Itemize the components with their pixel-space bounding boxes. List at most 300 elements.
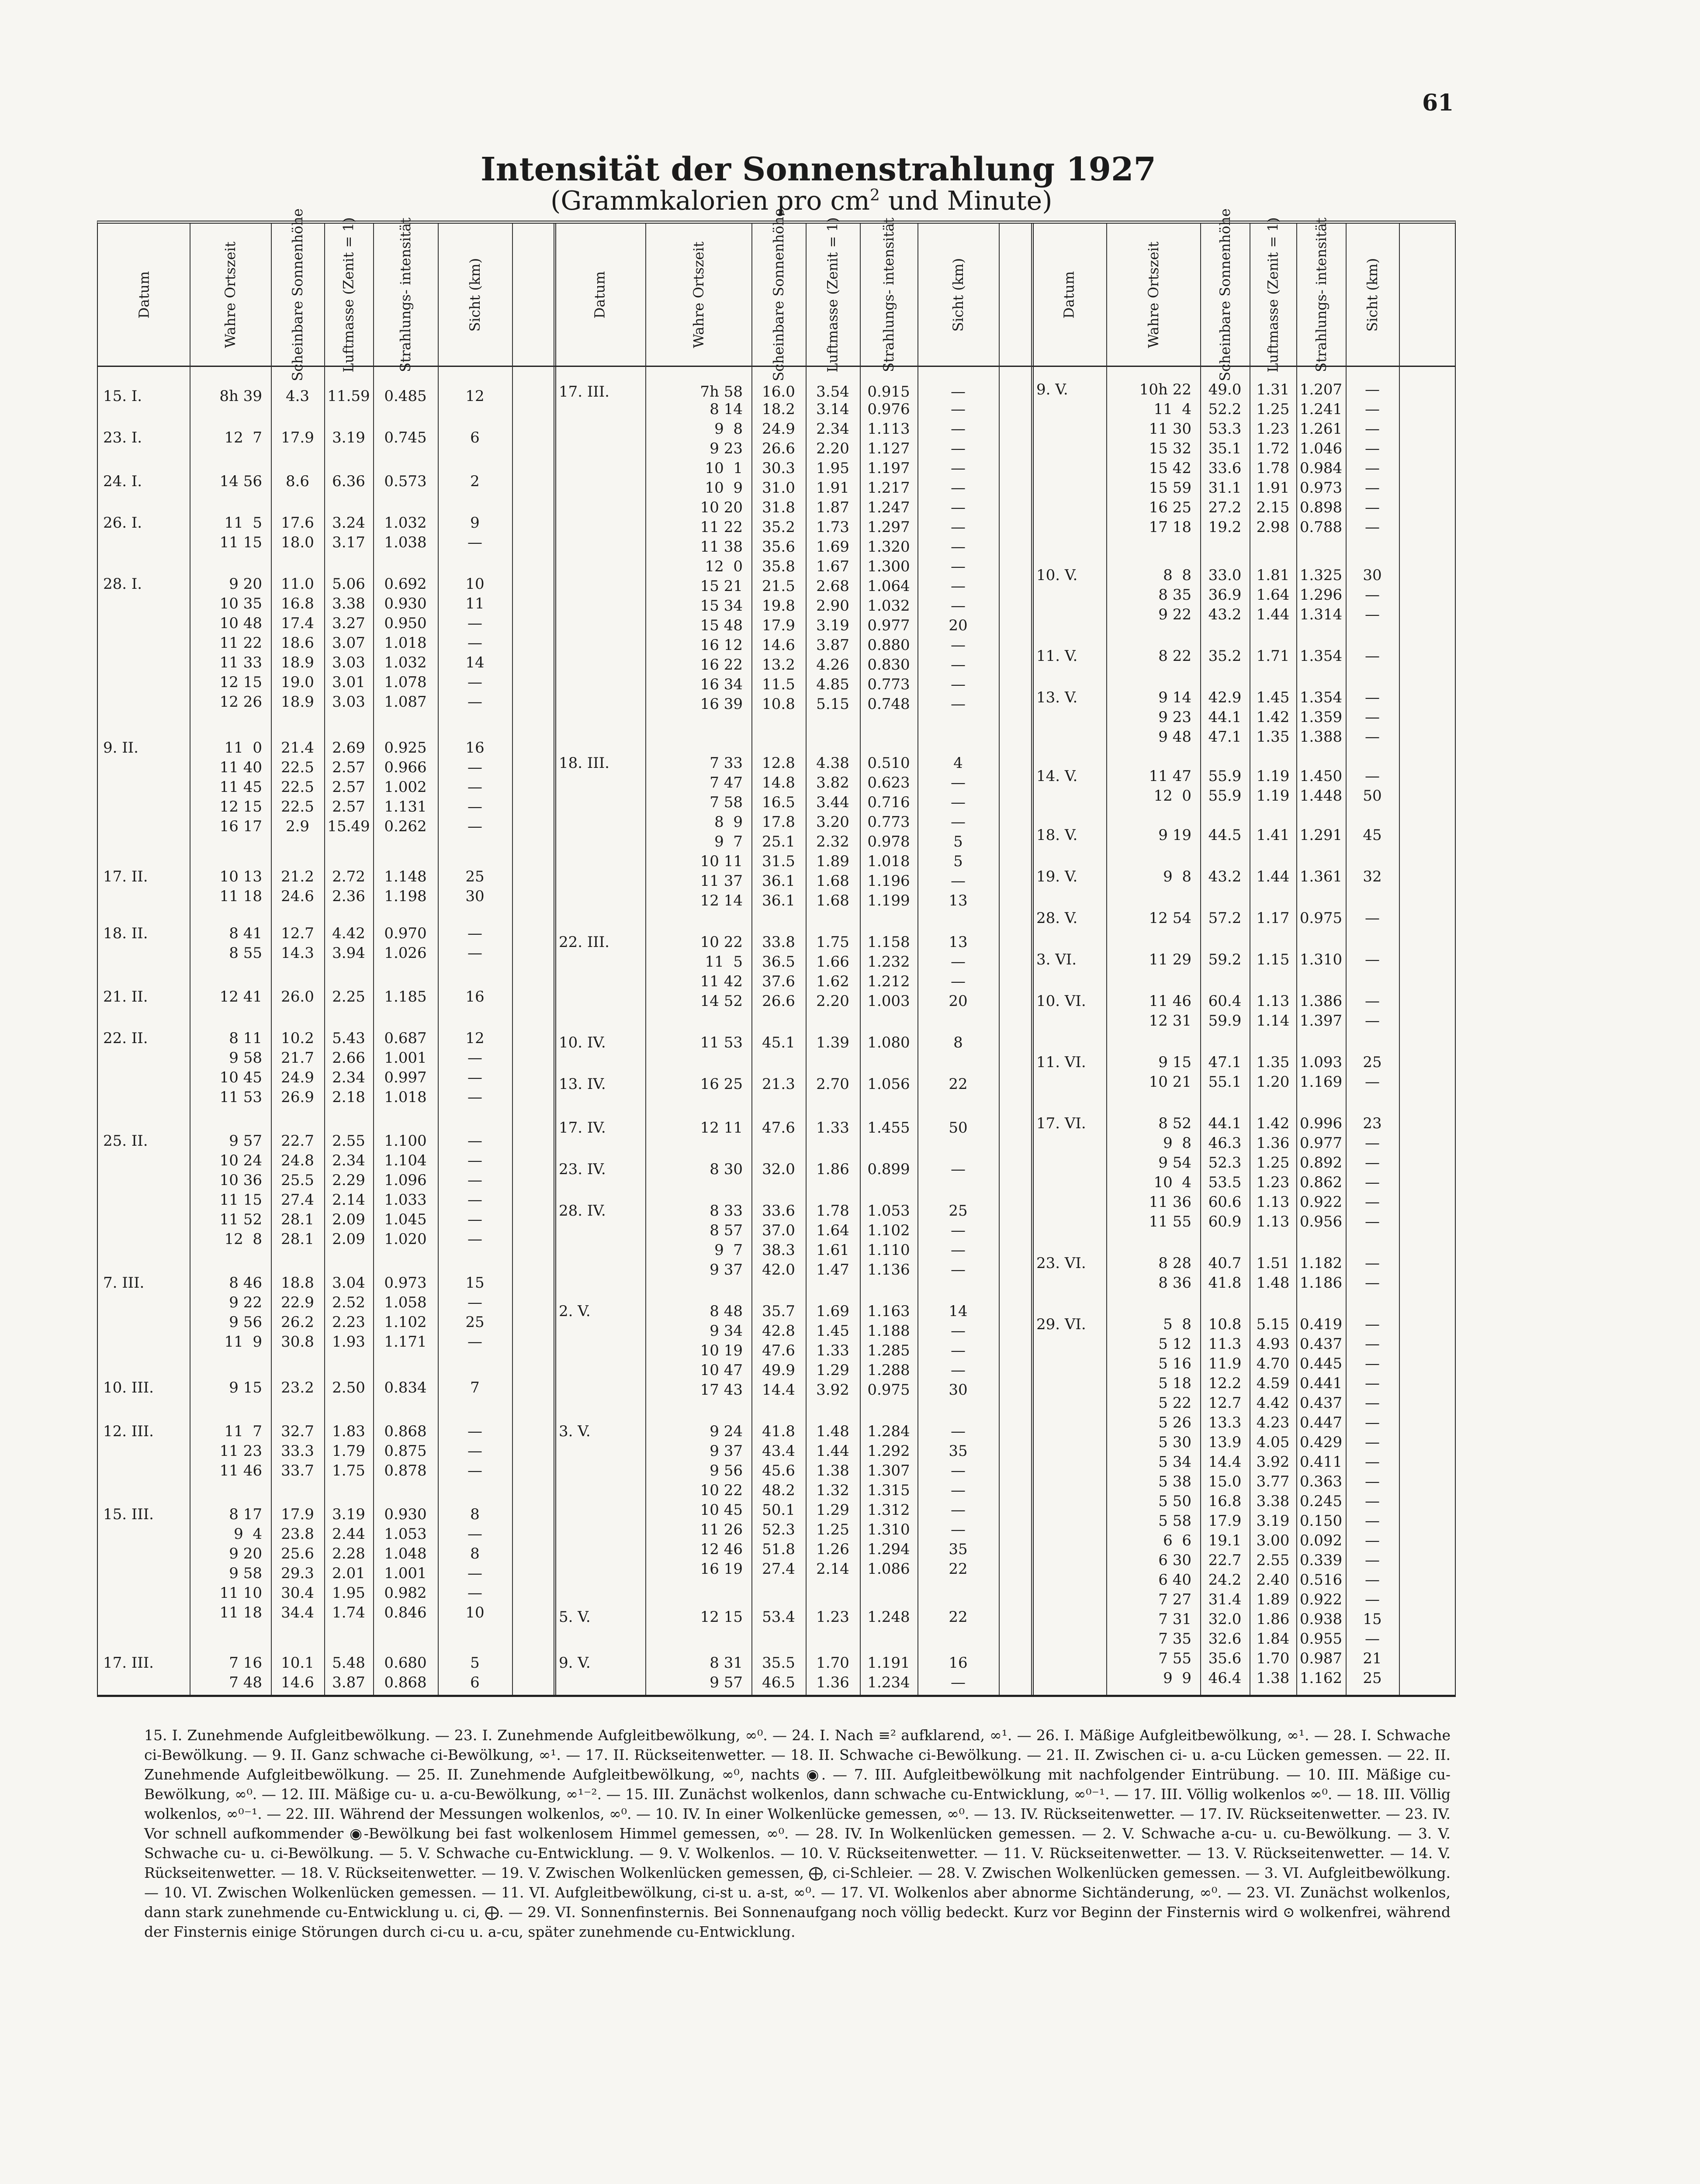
cell-sicht: — xyxy=(951,1674,966,1691)
cell-luftmasse: 4.23 xyxy=(1256,1414,1290,1431)
cell-intensitaet: 0.623 xyxy=(867,774,910,791)
cell-intensitaet: 1.026 xyxy=(384,944,427,962)
cell-luftmasse: 1.29 xyxy=(816,1362,849,1379)
cell-sicht: — xyxy=(951,872,966,890)
cell-sonnenhoehe: 11.9 xyxy=(1208,1355,1242,1372)
cell-intensitaet: 1.307 xyxy=(867,1462,910,1479)
cell-sicht: — xyxy=(951,656,966,674)
cell-sonnenhoehe: 43.4 xyxy=(762,1442,795,1460)
cell-intensitaet: 0.868 xyxy=(384,1674,427,1691)
cell-ortszeit: 10 22 xyxy=(700,1482,743,1499)
cell-luftmasse: 1.42 xyxy=(1256,708,1290,726)
cell-sicht: — xyxy=(951,774,966,791)
cell-sicht: — xyxy=(1365,1193,1380,1211)
cell-intensitaet: 0.363 xyxy=(1299,1473,1343,1490)
cell-sonnenhoehe: 26.6 xyxy=(762,440,795,457)
header-wahre-ortszeit-label: Wahre Ortszeit xyxy=(1145,241,1162,348)
cell-ortszeit: 8 8 xyxy=(1163,567,1191,584)
cell-sonnenhoehe: 30.4 xyxy=(281,1584,314,1602)
cell-luftmasse: 2.55 xyxy=(332,1132,365,1150)
cell-intensitaet: 1.182 xyxy=(1299,1254,1343,1272)
cell-sicht: — xyxy=(467,1152,482,1169)
cell-luftmasse: 4.38 xyxy=(816,754,849,772)
cell-luftmasse: 1.70 xyxy=(816,1654,849,1672)
cell-intensitaet: 0.573 xyxy=(384,473,427,490)
cell-sicht: — xyxy=(951,1521,966,1538)
cell-sonnenhoehe: 18.2 xyxy=(762,401,795,418)
cell-ortszeit: 9 8 xyxy=(714,420,743,438)
cell-sicht: 16 xyxy=(465,739,485,757)
cell-luftmasse: 1.14 xyxy=(1256,1012,1290,1030)
cell-ortszeit: 8 35 xyxy=(1158,586,1191,604)
cell-luftmasse: 3.19 xyxy=(816,617,849,634)
cell-datum: 10. VI. xyxy=(1036,992,1086,1010)
page-title: Intensität der Sonnenstrahlung 1927 xyxy=(481,151,1156,188)
cell-datum: 5. V. xyxy=(559,1608,591,1626)
cell-ortszeit: 8 33 xyxy=(710,1202,743,1220)
cell-ortszeit: 11 33 xyxy=(219,654,262,671)
cell-intensitaet: 1.397 xyxy=(1299,1012,1343,1030)
cell-sonnenhoehe: 35.5 xyxy=(762,1654,795,1672)
cell-ortszeit: 15 59 xyxy=(1149,479,1191,497)
cell-luftmasse: 1.13 xyxy=(1256,1193,1290,1211)
cell-sicht: 12 xyxy=(465,387,485,405)
cell-intensitaet: 1.038 xyxy=(384,534,427,551)
cell-ortszeit: 14 56 xyxy=(219,473,262,490)
cell-ortszeit: 9 58 xyxy=(229,1049,262,1067)
cell-sicht: — xyxy=(951,401,966,418)
cell-ortszeit: 7 35 xyxy=(1158,1630,1191,1648)
cell-ortszeit: 11 5 xyxy=(705,953,743,971)
cell-ortszeit: 8 46 xyxy=(229,1274,262,1292)
cell-luftmasse: 2.72 xyxy=(332,868,365,885)
cell-sonnenhoehe: 49.0 xyxy=(1208,381,1242,398)
cell-sicht: 35 xyxy=(949,1541,968,1558)
cell-datum: 22. III. xyxy=(559,933,609,951)
cell-sicht: 5 xyxy=(953,853,963,870)
cell-ortszeit: 7 27 xyxy=(1158,1591,1191,1608)
cell-sonnenhoehe: 41.8 xyxy=(762,1423,795,1440)
cell-ortszeit: 11 55 xyxy=(1149,1213,1191,1230)
cell-luftmasse: 1.20 xyxy=(1256,1073,1290,1091)
cell-sicht: — xyxy=(951,1222,966,1239)
cell-intensitaet: 1.188 xyxy=(867,1322,910,1340)
cell-sonnenhoehe: 47.1 xyxy=(1208,1054,1242,1071)
cell-intensitaet: 0.862 xyxy=(1299,1174,1343,1191)
cell-sonnenhoehe: 22.5 xyxy=(281,798,314,816)
cell-ortszeit: 15 32 xyxy=(1149,440,1191,457)
cell-luftmasse: 5.48 xyxy=(332,1654,365,1672)
cell-sicht: — xyxy=(467,1565,482,1582)
cell-sonnenhoehe: 60.4 xyxy=(1208,992,1242,1010)
cell-sonnenhoehe: 10.1 xyxy=(281,1654,314,1672)
cell-sicht: — xyxy=(1365,689,1380,706)
cell-intensitaet: 1.033 xyxy=(384,1191,427,1209)
header-sonnenhoehe-label: Scheinbare Sonnenhöhe xyxy=(770,208,787,381)
cell-intensitaet: 0.510 xyxy=(867,754,910,772)
cell-ortszeit: 11 23 xyxy=(219,1442,262,1460)
cell-datum: 9. V. xyxy=(559,1654,591,1672)
cell-ortszeit: 15 48 xyxy=(700,617,743,634)
cell-sonnenhoehe: 33.3 xyxy=(281,1442,314,1460)
cell-intensitaet: 1.171 xyxy=(384,1333,427,1351)
cell-ortszeit: 7 58 xyxy=(710,794,743,811)
cell-sicht: — xyxy=(951,460,966,477)
cell-sicht: 15 xyxy=(465,1274,485,1292)
cell-luftmasse: 5.43 xyxy=(332,1030,365,1047)
cell-sicht: — xyxy=(467,1442,482,1460)
cell-intensitaet: 0.925 xyxy=(384,739,427,757)
cell-luftmasse: 1.91 xyxy=(816,479,849,497)
cell-ortszeit: 16 12 xyxy=(700,636,743,654)
cell-sonnenhoehe: 21.7 xyxy=(281,1049,314,1067)
cell-ortszeit: 11 36 xyxy=(1149,1193,1191,1211)
cell-sicht: 13 xyxy=(949,892,968,909)
header-strahlungsintensitaet xyxy=(1296,217,1346,372)
cell-sicht: 15 xyxy=(1363,1610,1382,1628)
cell-intensitaet: 1.186 xyxy=(1299,1274,1343,1292)
cell-intensitaet: 0.429 xyxy=(1299,1434,1343,1451)
cell-sicht: 12 xyxy=(465,1030,485,1047)
cell-sicht: — xyxy=(1365,1552,1380,1569)
cell-sonnenhoehe: 44.1 xyxy=(1208,1115,1242,1132)
header-datum-label: Datum xyxy=(1060,271,1077,318)
cell-luftmasse: 1.36 xyxy=(1256,1134,1290,1152)
cell-ortszeit: 11 53 xyxy=(700,1034,743,1051)
cell-intensitaet: 1.234 xyxy=(867,1674,910,1691)
header-strahlungsintensitaet-label: Strahlungs- intensität xyxy=(1312,217,1330,372)
cell-intensitaet: 1.053 xyxy=(384,1525,427,1543)
cell-sicht: — xyxy=(1365,1213,1380,1230)
cell-datum: 17. III. xyxy=(103,1654,154,1672)
cell-sonnenhoehe: 28.1 xyxy=(281,1211,314,1228)
cell-sonnenhoehe: 32.6 xyxy=(1208,1630,1242,1648)
subtitle-superscript: 2 xyxy=(869,187,880,204)
cell-luftmasse: 1.68 xyxy=(816,892,849,909)
cell-intensitaet: 1.314 xyxy=(1299,606,1343,623)
cell-ortszeit: 15 21 xyxy=(700,577,743,595)
cell-ortszeit: 11 5 xyxy=(224,514,262,532)
cell-sicht: — xyxy=(951,953,966,971)
cell-luftmasse: 2.09 xyxy=(332,1211,365,1228)
cell-ortszeit: 15 34 xyxy=(700,597,743,615)
cell-luftmasse: 4.05 xyxy=(1256,1434,1290,1451)
cell-luftmasse: 11.59 xyxy=(327,387,370,405)
cell-sonnenhoehe: 26.6 xyxy=(762,992,795,1010)
cell-sonnenhoehe: 44.1 xyxy=(1208,708,1242,726)
cell-ortszeit: 16 19 xyxy=(700,1560,743,1578)
cell-sonnenhoehe: 23.2 xyxy=(281,1379,314,1396)
cell-sicht: — xyxy=(467,1584,482,1602)
cell-luftmasse: 1.48 xyxy=(1256,1274,1290,1292)
header-sonnenhoehe-label: Scheinbare Sonnenhöhe xyxy=(1216,208,1233,381)
cell-sicht: — xyxy=(1365,1375,1380,1392)
cell-sicht: 13 xyxy=(949,933,968,951)
cell-datum: 7. III. xyxy=(103,1274,145,1292)
cell-luftmasse: 3.38 xyxy=(332,595,365,612)
cell-ortszeit: 11 7 xyxy=(224,1423,262,1440)
cell-luftmasse: 2.32 xyxy=(816,833,849,850)
cell-intensitaet: 0.411 xyxy=(1299,1453,1343,1471)
cell-datum: 9. II. xyxy=(103,739,138,757)
cell-sicht: — xyxy=(951,538,966,556)
cell-sonnenhoehe: 12.8 xyxy=(762,754,795,772)
cell-luftmasse: 3.03 xyxy=(332,654,365,671)
cell-luftmasse: 1.13 xyxy=(1256,1213,1290,1230)
cell-ortszeit: 9 15 xyxy=(1158,1054,1191,1071)
cell-sonnenhoehe: 46.5 xyxy=(762,1674,795,1691)
column-divider xyxy=(512,224,513,1695)
cell-sonnenhoehe: 35.1 xyxy=(1208,440,1242,457)
cell-datum: 18. V. xyxy=(1036,826,1078,844)
table-header xyxy=(98,208,1455,381)
cell-sonnenhoehe: 22.7 xyxy=(1208,1552,1242,1569)
cell-luftmasse: 3.92 xyxy=(1256,1453,1290,1471)
cell-intensitaet: 0.977 xyxy=(867,617,910,634)
cell-sicht: — xyxy=(1365,1355,1380,1372)
cell-ortszeit: 11 37 xyxy=(700,872,743,890)
cell-ortszeit: 9 20 xyxy=(229,1545,262,1562)
cell-sicht: — xyxy=(1365,1316,1380,1333)
header-datum-label: Datum xyxy=(591,271,608,318)
cell-sonnenhoehe: 25.1 xyxy=(762,833,795,850)
cell-datum: 10. V. xyxy=(1036,567,1078,584)
cell-sonnenhoehe: 35.8 xyxy=(762,558,795,575)
cell-sicht: — xyxy=(467,1089,482,1106)
cell-sicht: — xyxy=(1365,1532,1380,1549)
cell-sonnenhoehe: 30.3 xyxy=(762,460,795,477)
cell-intensitaet: 0.984 xyxy=(1299,460,1343,477)
cell-sonnenhoehe: 25.5 xyxy=(281,1171,314,1189)
cell-luftmasse: 3.44 xyxy=(816,794,849,811)
cell-intensitaet: 0.922 xyxy=(1299,1193,1343,1211)
cell-sonnenhoehe: 60.6 xyxy=(1208,1193,1242,1211)
cell-ortszeit: 8 17 xyxy=(229,1506,262,1523)
cell-intensitaet: 0.930 xyxy=(384,1506,427,1523)
header-wahre-ortszeit xyxy=(190,224,271,366)
cell-sonnenhoehe: 22.7 xyxy=(281,1132,314,1150)
cell-luftmasse: 1.35 xyxy=(1256,1054,1290,1071)
cell-ortszeit: 8 14 xyxy=(710,401,743,418)
cell-sonnenhoehe: 19.8 xyxy=(762,597,795,615)
cell-intensitaet: 0.773 xyxy=(867,813,910,831)
cell-intensitaet: 1.291 xyxy=(1299,826,1343,844)
cell-luftmasse: 1.75 xyxy=(816,933,849,951)
cell-ortszeit: 12 11 xyxy=(700,1119,743,1137)
cell-ortszeit: 11 30 xyxy=(1149,420,1191,438)
cell-intensitaet: 0.773 xyxy=(867,676,910,693)
cell-luftmasse: 3.82 xyxy=(816,774,849,791)
cell-ortszeit: 9 23 xyxy=(1158,708,1191,726)
cell-sicht: 22 xyxy=(949,1075,968,1093)
cell-ortszeit: 10 47 xyxy=(700,1362,743,1379)
cell-intensitaet: 1.053 xyxy=(867,1202,910,1220)
cell-luftmasse: 1.38 xyxy=(1256,1669,1290,1687)
cell-luftmasse: 1.87 xyxy=(816,499,849,516)
column-divider xyxy=(1106,224,1107,1695)
cell-ortszeit: 10 35 xyxy=(219,595,262,612)
header-sonnenhoehe xyxy=(1200,208,1250,381)
cell-sicht: 5 xyxy=(470,1654,480,1672)
cell-sonnenhoehe: 48.2 xyxy=(762,1482,795,1499)
cell-ortszeit: 11 29 xyxy=(1149,951,1191,968)
cell-sicht: — xyxy=(1365,1073,1380,1091)
cell-ortszeit: 8 52 xyxy=(1158,1115,1191,1132)
cell-sicht: — xyxy=(1365,1512,1380,1530)
cell-intensitaet: 1.325 xyxy=(1299,567,1343,584)
cell-luftmasse: 1.32 xyxy=(816,1482,849,1499)
cell-sonnenhoehe: 33.6 xyxy=(762,1202,795,1220)
cell-sicht: — xyxy=(467,634,482,652)
cell-ortszeit: 9 22 xyxy=(229,1294,262,1311)
cell-sicht: — xyxy=(951,973,966,990)
cell-sonnenhoehe: 33.7 xyxy=(281,1462,314,1479)
cell-intensitaet: 0.092 xyxy=(1299,1532,1343,1549)
cell-sonnenhoehe: 31.4 xyxy=(1208,1591,1242,1608)
header-sicht-label: Sicht (km) xyxy=(1364,258,1381,332)
cell-luftmasse: 2.90 xyxy=(816,597,849,615)
cell-sonnenhoehe: 31.8 xyxy=(762,499,795,516)
cell-luftmasse: 1.19 xyxy=(1256,787,1290,805)
cell-sonnenhoehe: 22.5 xyxy=(281,759,314,776)
cell-sicht: — xyxy=(1365,1012,1380,1030)
cell-luftmasse: 3.19 xyxy=(332,429,365,446)
cell-ortszeit: 5 26 xyxy=(1158,1414,1191,1431)
cell-luftmasse: 3.14 xyxy=(816,401,849,418)
cell-luftmasse: 4.70 xyxy=(1256,1355,1290,1372)
cell-datum: 15. III. xyxy=(103,1506,154,1523)
cell-ortszeit: 9 57 xyxy=(710,1674,743,1691)
cell-sicht: — xyxy=(951,1482,966,1499)
header-strahlungsintensitaet xyxy=(373,217,438,372)
cell-sicht: — xyxy=(951,1362,966,1379)
cell-sonnenhoehe: 55.9 xyxy=(1208,787,1242,805)
cell-intensitaet: 0.975 xyxy=(867,1381,910,1399)
cell-ortszeit: 8 31 xyxy=(710,1654,743,1672)
cell-intensitaet: 0.880 xyxy=(867,636,910,654)
cell-datum: 14. V. xyxy=(1036,767,1078,785)
cell-ortszeit: 10 24 xyxy=(219,1152,262,1169)
cell-intensitaet: 1.197 xyxy=(867,460,910,477)
cell-sonnenhoehe: 32.7 xyxy=(281,1423,314,1440)
subtitle-text-after: und Minute) xyxy=(879,186,1053,216)
cell-ortszeit: 12 26 xyxy=(219,693,262,711)
cell-ortszeit: 9 24 xyxy=(710,1423,743,1440)
cell-intensitaet: 1.310 xyxy=(867,1521,910,1538)
cell-luftmasse: 3.94 xyxy=(332,944,365,962)
header-luftmasse-label: Luftmasse (Zenit = 1) xyxy=(1264,217,1281,373)
header-sicht xyxy=(438,224,512,366)
cell-luftmasse: 2.25 xyxy=(332,988,365,1006)
cell-ortszeit: 8 22 xyxy=(1158,647,1191,665)
cell-sicht: — xyxy=(1365,951,1380,968)
cell-intensitaet: 1.032 xyxy=(384,654,427,671)
cell-luftmasse: 1.44 xyxy=(1256,868,1290,885)
cell-sonnenhoehe: 42.8 xyxy=(762,1322,795,1340)
cell-sonnenhoehe: 23.8 xyxy=(281,1525,314,1543)
cell-luftmasse: 1.69 xyxy=(816,538,849,556)
cell-intensitaet: 1.113 xyxy=(867,420,910,438)
cell-intensitaet: 1.032 xyxy=(384,514,427,532)
cell-intensitaet: 0.748 xyxy=(867,695,910,713)
radiation-table xyxy=(97,208,1456,1697)
cell-ortszeit: 16 25 xyxy=(1149,499,1191,516)
cell-sonnenhoehe: 57.2 xyxy=(1208,909,1242,927)
cell-sicht: — xyxy=(951,499,966,516)
cell-luftmasse: 1.93 xyxy=(332,1333,365,1351)
cell-datum: 13. V. xyxy=(1036,689,1078,706)
cell-sicht: — xyxy=(1365,1453,1380,1471)
cell-ortszeit: 9 34 xyxy=(710,1322,743,1340)
cell-luftmasse: 3.01 xyxy=(332,674,365,691)
cell-sonnenhoehe: 12.7 xyxy=(281,925,314,942)
cell-sicht: 30 xyxy=(949,1381,968,1399)
cell-intensitaet: 1.045 xyxy=(384,1211,427,1228)
cell-intensitaet: 0.445 xyxy=(1299,1355,1343,1372)
cell-sonnenhoehe: 27.2 xyxy=(1208,499,1242,516)
cell-sonnenhoehe: 22.9 xyxy=(281,1294,314,1311)
cell-sonnenhoehe: 17.9 xyxy=(1208,1512,1242,1530)
cell-ortszeit: 5 16 xyxy=(1158,1355,1191,1372)
cell-sonnenhoehe: 59.9 xyxy=(1208,1012,1242,1030)
cell-ortszeit: 15 42 xyxy=(1149,460,1191,477)
cell-intensitaet: 1.288 xyxy=(867,1362,910,1379)
cell-ortszeit: 5 50 xyxy=(1158,1493,1191,1510)
cell-intensitaet: 0.419 xyxy=(1299,1316,1343,1333)
cell-luftmasse: 4.93 xyxy=(1256,1335,1290,1353)
cell-luftmasse: 1.26 xyxy=(816,1541,849,1558)
cell-sonnenhoehe: 31.0 xyxy=(762,479,795,497)
cell-datum: 29. VI. xyxy=(1036,1316,1086,1333)
cell-ortszeit: 10 9 xyxy=(705,479,743,497)
cell-sonnenhoehe: 33.0 xyxy=(1208,567,1242,584)
cell-sicht: 8 xyxy=(470,1506,480,1523)
cell-sonnenhoehe: 17.9 xyxy=(281,429,314,446)
cell-sonnenhoehe: 52.2 xyxy=(1208,401,1242,418)
cell-intensitaet: 0.898 xyxy=(1299,499,1343,516)
cell-intensitaet: 1.018 xyxy=(384,1089,427,1106)
cell-ortszeit: 10 22 xyxy=(700,933,743,951)
cell-sonnenhoehe: 46.4 xyxy=(1208,1669,1242,1687)
cell-sonnenhoehe: 32.0 xyxy=(762,1161,795,1178)
cell-luftmasse: 1.44 xyxy=(1256,606,1290,623)
cell-sonnenhoehe: 13.9 xyxy=(1208,1434,1242,1451)
cell-intensitaet: 0.245 xyxy=(1299,1493,1343,1510)
header-sicht-label: Sicht (km) xyxy=(949,258,966,332)
cell-luftmasse: 1.42 xyxy=(1256,1115,1290,1132)
cell-luftmasse: 1.95 xyxy=(332,1584,365,1602)
cell-sonnenhoehe: 12.7 xyxy=(1208,1394,1242,1412)
cell-sicht: — xyxy=(1365,1434,1380,1451)
cell-sonnenhoehe: 36.5 xyxy=(762,953,795,971)
cell-sicht: — xyxy=(951,794,966,811)
cell-datum: 17. III. xyxy=(559,383,609,401)
cell-luftmasse: 1.51 xyxy=(1256,1254,1290,1272)
cell-sonnenhoehe: 18.8 xyxy=(281,1274,314,1292)
cell-intensitaet: 1.162 xyxy=(1299,1669,1343,1687)
cell-luftmasse: 1.47 xyxy=(816,1261,849,1279)
cell-intensitaet: 1.127 xyxy=(867,440,910,457)
cell-luftmasse: 3.17 xyxy=(332,534,365,551)
header-strahlungsintensitaet xyxy=(860,217,918,372)
cell-intensitaet: 1.163 xyxy=(867,1303,910,1320)
cell-sonnenhoehe: 24.2 xyxy=(1208,1571,1242,1589)
cell-intensitaet: 1.110 xyxy=(867,1241,910,1259)
cell-sonnenhoehe: 46.3 xyxy=(1208,1134,1242,1152)
cell-ortszeit: 11 40 xyxy=(219,759,262,776)
cell-sicht: — xyxy=(1365,647,1380,665)
cell-intensitaet: 0.485 xyxy=(384,387,427,405)
